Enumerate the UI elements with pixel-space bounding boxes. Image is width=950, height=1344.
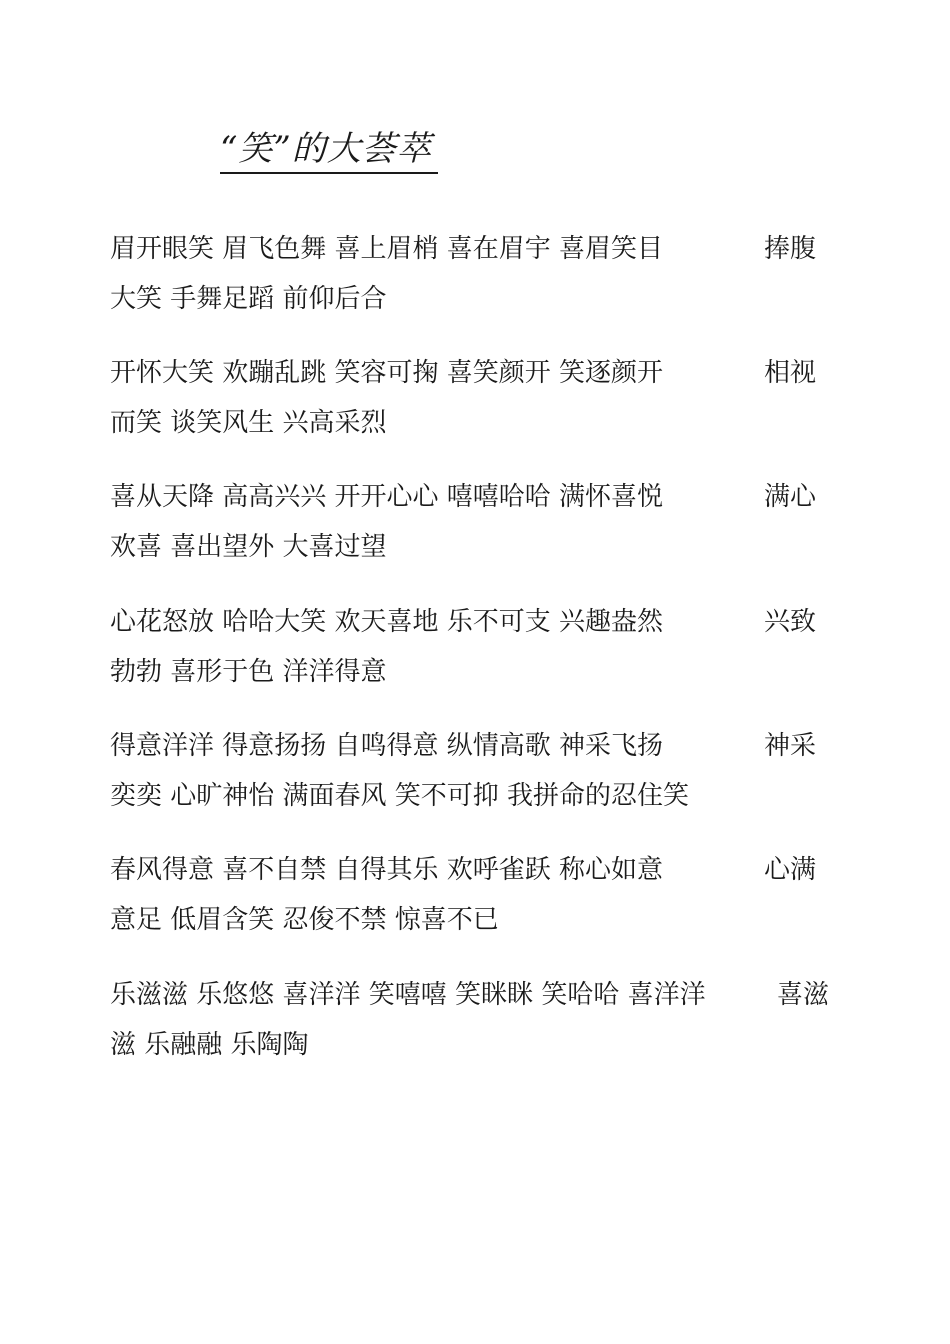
paragraph-line xyxy=(110,224,822,274)
paragraph xyxy=(110,970,830,1070)
paragraph-text: 滋 乐融融 乐陶陶 xyxy=(110,1030,309,1060)
paragraph-text: 得意洋洋 得意扬扬 自鸣得意 纵情高歌 神采飞扬 xyxy=(110,731,664,761)
paragraph xyxy=(110,224,822,324)
paragraph-text: 而笑 谈笑风生 兴高采烈 xyxy=(110,408,387,438)
paragraph-line-end: 喜滋 xyxy=(777,980,830,1010)
paragraph-text: 心花怒放 哈哈大笑 欢天喜地 乐不可支 兴趣盎然 xyxy=(110,607,664,637)
paragraph-text: 勃勃 喜形于色 洋洋得意 xyxy=(110,657,387,687)
paragraph-line-end: 兴致 xyxy=(764,607,817,637)
paragraph-line xyxy=(110,1020,822,1070)
paragraph-text: 开怀大笑 欢蹦乱跳 笑容可掬 喜笑颜开 笑逐颜开 xyxy=(110,358,664,388)
paragraph-text: 奕奕 心旷神怡 满面春风 笑不可抑 我拼命的忍住笑 xyxy=(110,781,690,811)
document-title: “笑”的大荟萃 xyxy=(220,126,438,174)
paragraph xyxy=(110,472,822,572)
paragraph-line-end: 神采 xyxy=(764,731,817,761)
paragraph xyxy=(110,721,822,821)
paragraph-line-end: 相视 xyxy=(764,358,817,388)
paragraph-line xyxy=(110,522,822,572)
paragraph-text: 喜从天降 高高兴兴 开开心心 嘻嘻哈哈 满怀喜悦 xyxy=(110,482,664,512)
paragraph-line xyxy=(110,721,822,771)
paragraph-line xyxy=(110,845,822,895)
paragraph-line-end: 捧腹 xyxy=(764,234,817,264)
paragraph-line xyxy=(110,274,822,324)
paragraph-text: 春风得意 喜不自禁 自得其乐 欢呼雀跃 称心如意 xyxy=(110,855,664,885)
paragraph-line xyxy=(110,970,830,1020)
paragraph-line xyxy=(110,398,822,448)
paragraph-line xyxy=(110,771,822,821)
paragraph-line-end: 满心 xyxy=(764,482,817,512)
paragraph-text: 眉开眼笑 眉飞色舞 喜上眉梢 喜在眉宇 喜眉笑目 xyxy=(110,234,664,264)
paragraph-line xyxy=(110,472,822,522)
paragraph-line xyxy=(110,647,822,697)
paragraph-text: 意足 低眉含笑 忍俊不禁 惊喜不已 xyxy=(110,905,499,935)
paragraph xyxy=(110,348,822,448)
paragraph-text: 大笑 手舞足蹈 前仰后合 xyxy=(110,284,387,314)
paragraph-text: 欢喜 喜出望外 大喜过望 xyxy=(110,532,387,562)
paragraph-line xyxy=(110,597,822,647)
paragraph-line xyxy=(110,348,822,398)
paragraph-line xyxy=(110,895,822,945)
paragraph-line-end: 心满 xyxy=(764,855,817,885)
paragraph xyxy=(110,597,822,697)
paragraph-text: 乐滋滋 乐悠悠 喜洋洋 笑嘻嘻 笑眯眯 笑哈哈 喜洋洋 xyxy=(110,980,706,1010)
paragraph xyxy=(110,845,822,945)
